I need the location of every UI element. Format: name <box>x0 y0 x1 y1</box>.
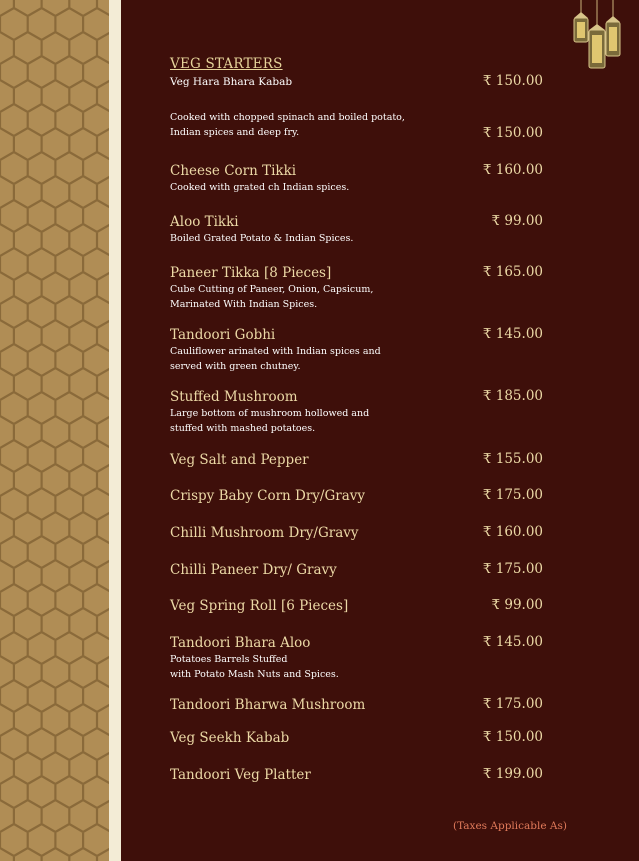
menu-item-name: Chilli Mushroom Dry/Gravy <box>170 525 359 541</box>
honeycomb-pattern <box>0 0 109 861</box>
menu-item-name: Tandoori Bhara Aloo <box>170 635 311 651</box>
menu-item-price: ₹ 160.00 <box>482 524 543 540</box>
menu-item-name: Veg Spring Roll [6 Pieces] <box>170 598 349 614</box>
description-line: with Potato Mash Nuts and Spices. <box>170 669 339 680</box>
section-title: VEG STARTERS <box>170 56 283 72</box>
menu-item-price: ₹ 145.00 <box>482 326 543 342</box>
menu-item-name: Cheese Corn Tikki <box>170 163 297 179</box>
menu-item-price: ₹ 175.00 <box>482 487 543 503</box>
description-line: Indian spices and deep fry. <box>170 127 300 138</box>
menu-item-price: ₹ 185.00 <box>482 388 543 404</box>
menu-item-name: Tandoori Veg Platter <box>170 767 311 783</box>
menu-item-name: Chilli Paneer Dry/ Gravy <box>170 562 337 578</box>
menu-item-name: Veg Hara Bhara Kabab <box>170 76 293 88</box>
menu-item-price: ₹ 165.00 <box>482 264 543 280</box>
menu-item-price: ₹ 99.00 <box>491 597 543 613</box>
cream-border-strip <box>109 0 121 861</box>
description-line: Boiled Grated Potato & Indian Spices. <box>170 233 354 244</box>
menu-item-name: Tandoori Gobhi <box>170 327 276 343</box>
menu-item-description <box>170 231 590 246</box>
menu-item-name: Crispy Baby Corn Dry/Gravy <box>170 488 366 504</box>
menu-item-price: ₹ 175.00 <box>482 696 543 712</box>
menu-item-name: Veg Salt and Pepper <box>170 452 309 468</box>
description-line: Cauliflower arinated with Indian spices and <box>170 346 381 357</box>
description-line: Cooked with grated ch Indian spices. <box>170 182 350 193</box>
menu-item-price: ₹ 99.00 <box>491 213 543 229</box>
menu-item-description <box>170 344 590 374</box>
menu-item-price: ₹ 150.00 <box>482 125 543 141</box>
menu-item-price: ₹ 145.00 <box>482 634 543 650</box>
description-line: Marinated With Indian Spices. <box>170 299 318 310</box>
menu-item-description <box>170 180 590 195</box>
honeycomb-pattern-panel <box>0 0 109 861</box>
menu-item-price: ₹ 175.00 <box>482 561 543 577</box>
menu-item-description <box>170 652 590 682</box>
menu-item-name: Stuffed Mushroom <box>170 389 298 405</box>
menu-item-price: ₹ 150.00 <box>482 73 543 89</box>
menu-item-price: ₹ 150.00 <box>482 729 543 745</box>
menu-item-name: Aloo Tikki <box>170 214 239 230</box>
description-line: Large bottom of mushroom hollowed and <box>170 408 370 419</box>
menu-item-price: ₹ 160.00 <box>482 162 543 178</box>
description-line: Cooked with chopped spinach and boiled potato, <box>170 112 405 123</box>
menu-item-price: ₹ 199.00 <box>482 766 543 782</box>
menu-item-name: Tandoori Bharwa Mushroom <box>170 697 366 713</box>
menu-item-description <box>170 282 590 312</box>
taxes-note: (Taxes Applicable As) <box>453 820 567 832</box>
hanging-lanterns-icon <box>571 0 623 76</box>
description-line: Cube Cutting of Paneer, Onion, Capsicum, <box>170 284 374 295</box>
menu-item-name: Paneer Tikka [8 Pieces] <box>170 265 332 281</box>
description-line: served with green chutney. <box>170 361 301 372</box>
description-line: Potatoes Barrels Stuffed <box>170 654 288 665</box>
hexagon-grid <box>0 0 109 861</box>
menu-item-price: ₹ 155.00 <box>482 451 543 467</box>
menu-item-name: Veg Seekh Kabab <box>170 730 290 746</box>
menu-item-description <box>170 406 590 436</box>
description-line: stuffed with mashed potatoes. <box>170 423 316 434</box>
menu-content <box>121 0 639 861</box>
